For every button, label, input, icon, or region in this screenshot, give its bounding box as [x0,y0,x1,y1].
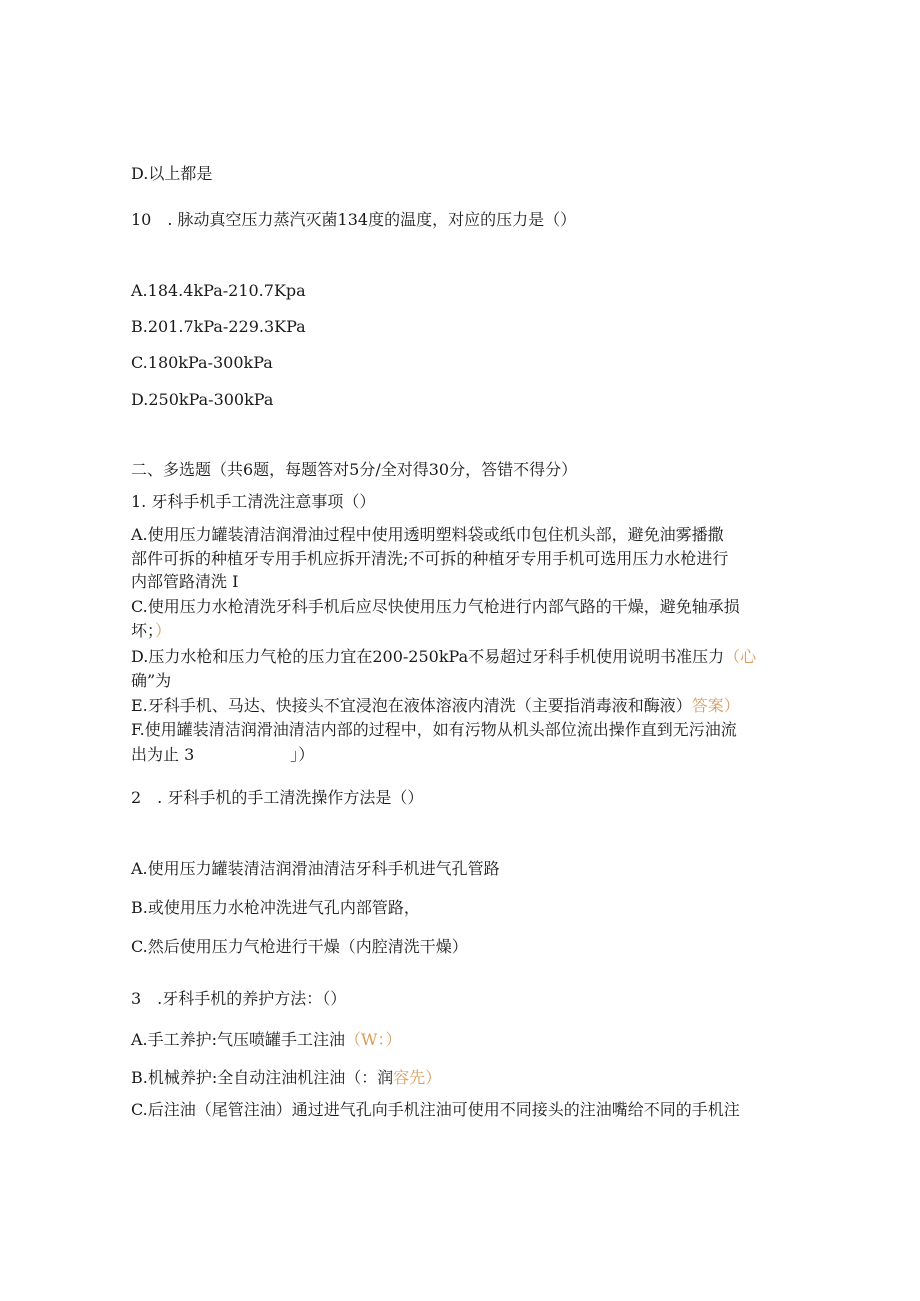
q1-option-a: A.使用压力罐装清洁润滑油过程中使用透明塑料袋或纸巾包住机头部，避免油雾播撒 [131,525,724,544]
q1-option-f-cont: 出为止 3 」） [131,745,315,764]
q3-option-c: C.后注油（尾管注油）通过进气孔向手机注油可使用不同接头的注油嘴给不同的手机注 [131,1100,740,1119]
option-d-all: D.以上都是 [131,164,213,183]
q2-option-a: A.使用压力罐装清洁润滑油清洁牙科手机进气孔管路 [131,859,500,878]
q1-option-a-cont-2: 内部管路清洗 I [131,572,239,591]
q10-option-c: C.180kPa-300kPa [131,353,273,372]
q1-option-c-cont: 坏；） [131,621,172,640]
q1-option-c: C.使用压力水枪清洗牙科手机后应尽快使用压力气枪进行内部气路的干燥，避免轴承损 [131,597,740,616]
question-3: 3 .牙科手机的养护方法：（） [131,989,347,1008]
question-2: 2 . 牙科手机的手工清洗操作方法是（） [131,788,424,807]
q3-option-a: A.手工养护:气压喷罐手工注油（W：） [131,1030,402,1049]
section-heading-multiple-choice: 二、多选题（共6题，每题答对5分/全对得30分，答错不得分） [131,460,578,479]
q1-option-f: F.使用罐装清洁润滑油清洁内部的过程中，如有污物从机头部位流出操作直到无污油流 [131,720,737,739]
q10-option-b: B.201.7kPa-229.3KPa [131,317,306,336]
q3-option-b: B.机械养护:全自动注油机注油（：润容先） [131,1068,442,1087]
question-10: 10 . 脉动真空压力蒸汽灭菌134度的温度，对应的压力是（） [131,210,577,229]
question-1: 1. 牙科手机手工清洗注意事项（） [131,492,376,511]
q1-option-d-cont: 确”为 [131,671,172,690]
q1-option-e: E.牙科手机、马达、快接头不宜浸泡在液体溶液内清洗（主要指消毒液和酶液）答案） [131,696,740,715]
q1-option-a-cont-1: 部件可拆的种植牙专用手机应拆开清洗;不可拆的种植牙专用手机可选用压力水枪进行 [131,549,729,568]
q2-option-b: B.或使用压力水枪冲洗进气孔内部管路， [131,898,420,917]
q2-option-c: C.然后使用压力气枪进行干燥（内腔清洗干燥） [131,937,468,956]
q10-option-d: D.250kPa-300kPa [131,390,274,409]
q1-option-d: D.压力水枪和压力气枪的压力宜在200-250kPa不易超过牙科手机使用说明书准压力（心 [131,647,757,666]
q10-option-a: A.184.4kPa-210.7Kpa [131,281,306,300]
